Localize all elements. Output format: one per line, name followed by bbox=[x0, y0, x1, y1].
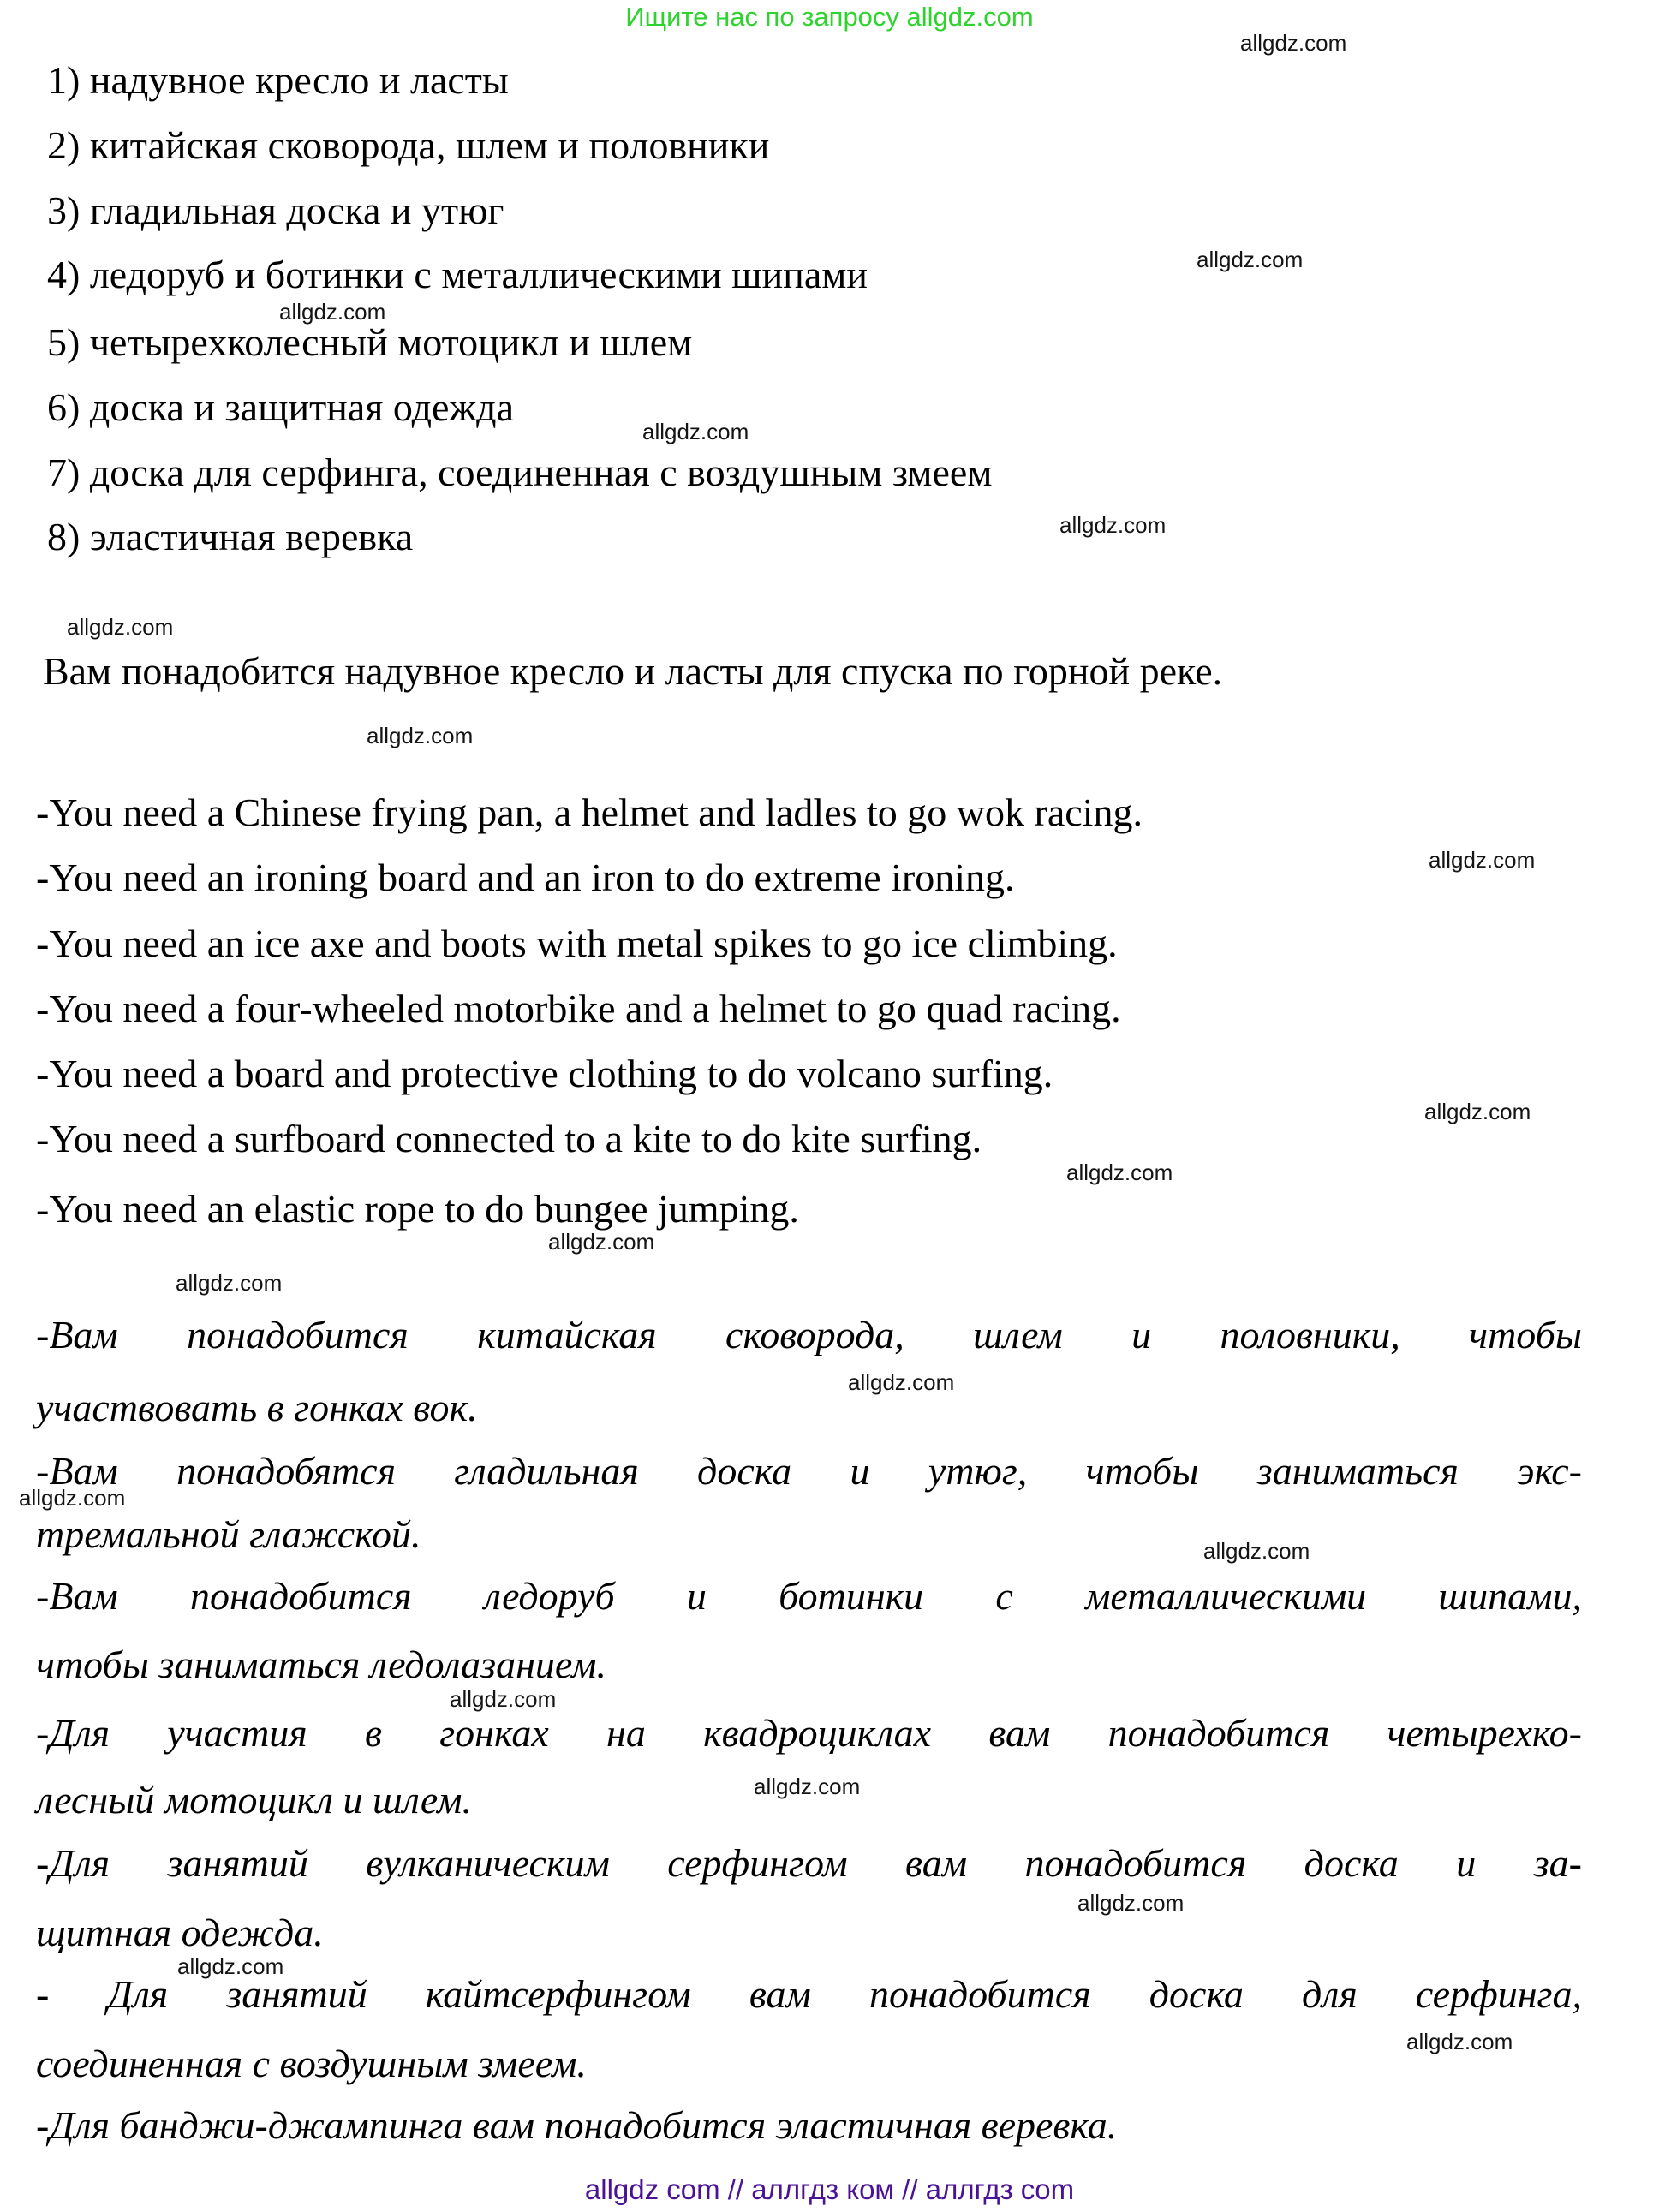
translation-line: -Вам понадобятся гладильная доска и утюг, чтобы заниматься экс- bbox=[36, 1449, 1582, 1493]
list-item-number: 4) bbox=[47, 253, 81, 296]
intro-sentence: Вам понадобится надувное кресло и ласты для спуска по горной реке. bbox=[43, 649, 1223, 693]
watermark: allgdz.com bbox=[1429, 847, 1536, 873]
watermark: allgdz.com bbox=[1077, 1890, 1185, 1916]
list-item-number: 2) bbox=[47, 123, 81, 167]
list-item bbox=[47, 125, 769, 166]
list-item-text: китайская сковорода, шлем и половники bbox=[89, 123, 770, 167]
translation-line: соединенная с воздушным змеем. bbox=[36, 2042, 587, 2085]
list-item bbox=[47, 254, 868, 295]
english-line: -You need a board and protective clothing to do volcano surfing. bbox=[36, 1052, 1053, 1095]
watermark: allgdz.com bbox=[1424, 1099, 1531, 1124]
watermark: allgdz.com bbox=[19, 1485, 126, 1511]
watermark: allgdz.com bbox=[450, 1686, 557, 1712]
list-item-text: доска для серфинга, соединенная с воздушным змеем bbox=[89, 450, 993, 494]
translation-line: -Для участия в гонках на квадроциклах вам понадобится четырехко- bbox=[36, 1711, 1582, 1755]
list-item-number: 6) bbox=[47, 385, 81, 429]
translation-line: -Вам понадобится ледоруб и ботинки с металлическими шипами, bbox=[36, 1574, 1582, 1618]
list-item bbox=[47, 516, 413, 557]
translation-line: лесный мотоцикл и шлем. bbox=[36, 1778, 473, 1821]
watermark: allgdz.com bbox=[1406, 2029, 1513, 2054]
english-line: -You need a surfboard connected to a kite to do kite surfing. bbox=[36, 1117, 982, 1160]
list-item-number: 7) bbox=[47, 450, 81, 494]
list-item bbox=[47, 190, 504, 231]
translation-line: участвовать в гонках вок. bbox=[36, 1386, 478, 1429]
watermark: allgdz.com bbox=[1203, 1538, 1310, 1564]
list-item-text: ледоруб и ботинки с металлическими шипами bbox=[89, 253, 868, 296]
translation-line: тремальной глажской. bbox=[36, 1512, 421, 1556]
list-item-text: доска и защитная одежда bbox=[89, 385, 515, 429]
watermark: allgdz.com bbox=[1240, 30, 1347, 56]
list-item-text: эластичная веревка bbox=[89, 515, 414, 558]
translation-line: чтобы заниматься ледолазанием. bbox=[36, 1643, 607, 1686]
translation-line: щитная одежда. bbox=[36, 1911, 324, 1954]
translation-line: -Для занятий вулканическим серфингом вам понадобится доска и за- bbox=[36, 1841, 1582, 1885]
watermark: allgdz.com bbox=[176, 1270, 283, 1296]
list-item bbox=[47, 322, 692, 363]
list-item-number: 3) bbox=[47, 188, 81, 232]
watermark: allgdz.com bbox=[642, 419, 749, 444]
english-line: -You need an ironing board and an iron to do extreme ironing. bbox=[36, 856, 1015, 899]
watermark: allgdz.com bbox=[548, 1229, 655, 1255]
translation-line: -Для банджи-джампинга вам понадобится эластичная веревка. bbox=[36, 2103, 1118, 2147]
english-line: -You need an elastic rope to do bungee jumping. bbox=[36, 1187, 799, 1231]
promo-header: Ищите нас по запросу allgdz.com bbox=[625, 2, 1034, 32]
list-item-text: надувное кресло и ласты bbox=[89, 58, 509, 102]
english-line: -You need a Chinese frying pan, a helmet and ladles to go wok racing. bbox=[36, 790, 1143, 834]
watermark: allgdz.com bbox=[1059, 512, 1167, 538]
translation-line: - Для занятий кайтсерфингом вам понадобится доска для серфинга, bbox=[36, 1972, 1582, 2016]
list-item-text: гладильная доска и утюг bbox=[89, 188, 504, 232]
list-item-number: 8) bbox=[47, 515, 81, 558]
watermark: allgdz.com bbox=[177, 1953, 284, 1979]
list-item-text: четырехколесный мотоцикл и шлем bbox=[89, 320, 693, 364]
list-item bbox=[47, 60, 509, 101]
list-item-number: 5) bbox=[47, 320, 81, 364]
list-item-number: 1) bbox=[47, 58, 81, 102]
english-line: -You need an ice axe and boots with metal spikes to go ice climbing. bbox=[36, 921, 1118, 965]
translation-line: -Вам понадобится китайская сковорода, шлем и половники, чтобы bbox=[36, 1313, 1582, 1356]
list-item bbox=[47, 387, 514, 428]
watermark: allgdz.com bbox=[367, 723, 474, 748]
footer-watermark: allgdz com // аллгдз ком // аллгдз com bbox=[584, 2173, 1075, 2205]
watermark: allgdz.com bbox=[754, 1774, 861, 1799]
english-line: -You need a four-wheeled motorbike and a helmet to go quad racing. bbox=[36, 987, 1121, 1030]
watermark: allgdz.com bbox=[848, 1369, 955, 1395]
watermark: allgdz.com bbox=[67, 614, 174, 640]
watermark: allgdz.com bbox=[1197, 247, 1304, 272]
list-item bbox=[47, 452, 992, 493]
watermark: allgdz.com bbox=[1066, 1160, 1173, 1185]
watermark: allgdz.com bbox=[279, 299, 386, 325]
